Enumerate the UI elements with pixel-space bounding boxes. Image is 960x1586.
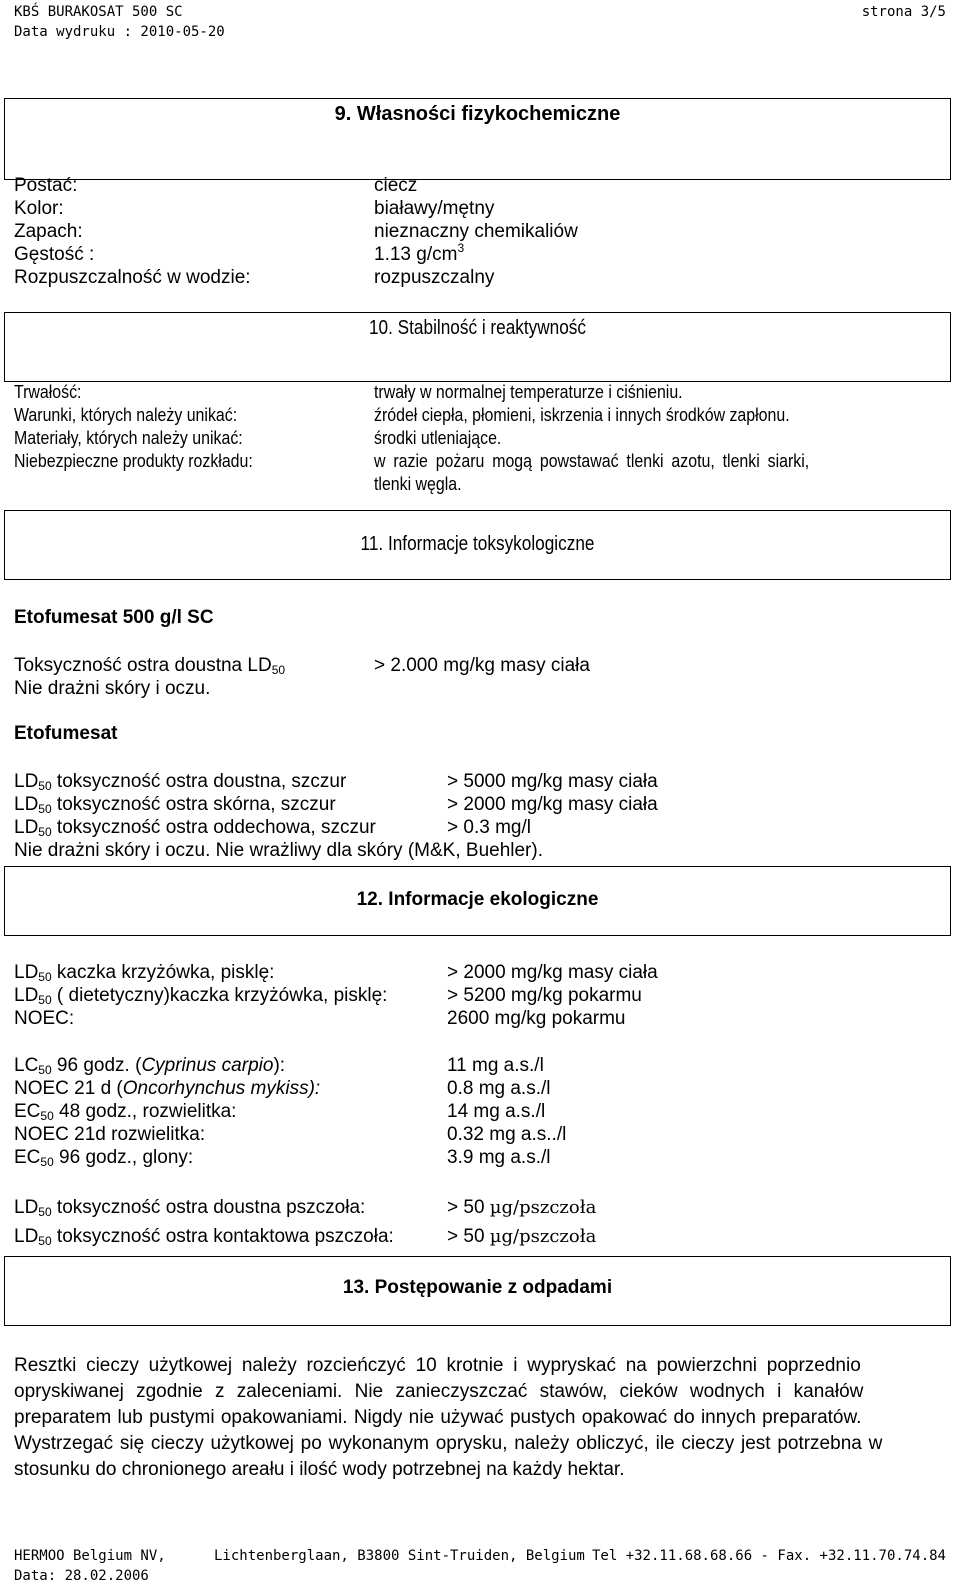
stab-value: w razie pożaru mogą powstawać tlenki azotu, tlenki siarki,	[374, 450, 810, 471]
eco-row-label: $LD_{50}$ kaczka krzyżówka, pisklę:	[14, 962, 275, 984]
eco-row-value: 11 mg a.s./l	[447, 1055, 544, 1076]
tox-row-label: $LD_{50}$ toksyczność ostra skórna, szczur	[14, 794, 336, 816]
eco-row-label: $LD_{50}$ toksyczność ostra doustna pszczoła:	[14, 1197, 366, 1219]
section-11-box	[4, 510, 951, 580]
paragraph-line: preparatem lub pustymi opakowaniami. Nigdy nie używać pustych opakować do innych preparatów.	[14, 1407, 862, 1428]
section-12-title: 12. Informacje ekologiczne	[356, 889, 599, 910]
eco-row-label: $EC_{50}$ 48 godz., rozwielitka:	[14, 1101, 237, 1123]
section-13-title: 13. Postępowanie z odpadami	[342, 1277, 613, 1298]
section-11-title: 11. Informacje toksykologiczne	[360, 533, 595, 555]
footer-company: HERMOO Belgium NV,	[14, 1548, 166, 1564]
stab-label: Trwałość:	[14, 381, 82, 402]
section-9-title: 9. Własności fizykochemiczne	[334, 103, 621, 125]
print-date: Data wydruku : 2010-05-20	[14, 24, 225, 40]
stab-value: środki utleniające.	[374, 427, 502, 448]
section-12-box	[4, 866, 951, 936]
eco-row-value: > 2000 mg/kg masy ciała	[447, 962, 658, 983]
prop-value: białawy/mętny	[374, 198, 495, 219]
section-10-box	[4, 312, 951, 382]
tox-line: Nie drażni skóry i oczu.	[14, 678, 211, 699]
tox-row-value: > 0.3 mg/l	[447, 817, 531, 838]
section-9-box	[4, 98, 951, 180]
eco-row-value: 3.9 mg a.s./l	[447, 1147, 551, 1168]
eco-row-label: $LD_{50}$ ( dietetyczny)kaczka krzyżówka, pisklę:	[14, 985, 388, 1007]
prop-value: rozpuszczalny	[374, 267, 495, 288]
paragraph-line: Resztki cieczy użytkowej należy rozcieńczyć 10 krotnie i wypryskać na powierzchni poprzednio	[14, 1355, 861, 1376]
eco-row-value: 0.32 mg a.s../l	[447, 1124, 567, 1145]
section-13-box	[4, 1256, 951, 1326]
stab-label: Niebezpieczne produkty rozkładu:	[14, 450, 253, 471]
stab-value: trwały w normalnej temperaturze i ciśnieniu.	[374, 381, 683, 402]
tox-row-value: > 5000 mg/kg masy ciała	[447, 771, 658, 792]
eco-row-value: > 5200 mg/kg pokarmu	[447, 985, 642, 1006]
footer-phone: Tel +32.11.68.68.66 - Fax. +32.11.70.74.84	[591, 1548, 946, 1564]
tox-row-label: $LD_{50}$ toksyczność ostra doustna, szczur	[14, 771, 347, 793]
section-10-title: 10. Stabilność i reaktywność	[368, 317, 587, 339]
paragraph-line: stosunku do chronionego areału i ilość wody potrzebnej na każdy hektar.	[14, 1459, 625, 1480]
eco-row-value: 14 mg a.s./l	[447, 1101, 546, 1122]
paragraph-line: Wystrzegać się cieczy użytkowej po wykonanym oprysku, należy obliczyć, ile cieczy jest potrzebna w	[14, 1433, 883, 1454]
stab-label: Materiały, których należy unikać:	[14, 427, 243, 448]
eco-row-label: $LD_{50}$ toksyczność ostra kontaktowa pszczoła:	[14, 1226, 394, 1248]
eco-row-label: $LC_{50}$ 96 godz. (Cyprinus carpio):	[14, 1055, 286, 1077]
subheading: Etofumesat 500 g/l SC	[14, 607, 214, 628]
eco-row-label: $EC_{50}$ 96 godz., glony:	[14, 1147, 194, 1169]
eco-row-value: > 50 µg/pszczoła	[447, 1197, 597, 1218]
tox-line: Toksyczność ostra doustna $LD_{50}$	[14, 655, 286, 677]
page-number: strona 3/5	[861, 4, 946, 20]
tox-row-value: > 2000 mg/kg masy ciała	[447, 794, 658, 815]
prop-label: Postać:	[14, 175, 78, 196]
tox-row-label: $LD_{50}$ toksyczność ostra oddechowa, szczur	[14, 817, 376, 839]
prop-value: 1.13 $g/cm^3$	[374, 241, 465, 265]
prop-value: ciecz	[374, 175, 418, 196]
prop-label: Zapach:	[14, 221, 83, 242]
product-name: KBŚ BURAKOSAT 500 SC	[14, 4, 183, 20]
prop-label: Rozpuszczalność w wodzie:	[14, 267, 251, 288]
subheading: Etofumesat	[14, 723, 118, 744]
prop-value: nieznaczny chemikaliów	[374, 221, 578, 242]
paragraph-line: opryskiwanej zgodnie z zaleceniami. Nie zanieczyszczać stawów, cieków wodnych i kanałów	[14, 1381, 864, 1402]
eco-row-label: NOEC 21d rozwielitka:	[14, 1124, 206, 1145]
eco-row-value: 2600 mg/kg pokarmu	[447, 1008, 626, 1029]
prop-label: Gęstość :	[14, 244, 95, 265]
footer-date: Data: 28.02.2006	[14, 1568, 149, 1584]
tox-value: > 2.000 mg/kg masy ciała	[374, 655, 590, 676]
stab-value: tlenki węgla.	[374, 473, 462, 494]
eco-row-label: NOEC 21 d (Oncorhynchus mykiss):	[14, 1078, 321, 1099]
tox-note: Nie drażni skóry i oczu. Nie wrażliwy dla skóry (M&K, Buehler).	[14, 840, 543, 861]
footer-address: Lichtenberglaan, B3800 Sint-Truiden, Belgium	[214, 1548, 585, 1564]
stab-value: źródeł ciepła, płomieni, iskrzenia i innych środków zapłonu.	[374, 404, 790, 425]
eco-row-value: > 50 µg/pszczoła	[447, 1226, 597, 1247]
stab-label: Warunki, których należy unikać:	[14, 404, 238, 425]
prop-label: Kolor:	[14, 198, 64, 219]
eco-row-value: 0.8 mg a.s./l	[447, 1078, 551, 1099]
eco-row-label: NOEC:	[14, 1008, 75, 1029]
